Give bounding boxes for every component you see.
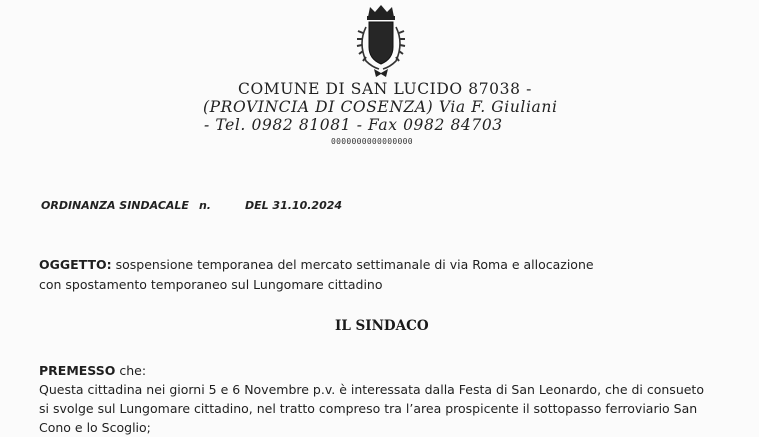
premesso-paragraph [39,361,739,437]
oggetto-paragraph [39,255,689,295]
premesso-label: PREMESSO [39,363,116,378]
header-municipality: COMUNE DI SAN LUCIDO 87038 - [238,80,532,98]
header-province-address: (PROVINCIA DI COSENZA) Via F. Giuliani [203,98,558,116]
ordinanza-number-label: n. [198,199,211,212]
coat-of-arms-icon [352,3,410,79]
premesso-line1: Questa cittadina nei giorni 5 e 6 Novembre p.v. è interessata dalla Festa di San Leonardo, che di consueto [39,382,704,397]
premesso-line2: si svolge sul Lungomare cittadino, nel tratto compreso tra l’area prospicente il sottopasso ferroviario San [39,401,698,416]
header-phone-fax: - Tel. 0982 81081 - Fax 0982 84703 [204,116,503,134]
ordinanza-date: DEL 31.10.2024 [244,199,343,212]
ordinanza-label: ORDINANZA SINDACALE [41,199,189,212]
ordinanza-line [41,199,342,212]
premesso-suffix: che: [115,363,147,378]
oggetto-label: OGGETTO: [39,257,112,272]
premesso-line3: Cono e lo Scoglio; [39,420,151,435]
header-code: 0000000000000000 [331,137,413,146]
section-heading: IL SINDACO [335,318,429,334]
oggetto-text-line1: sospensione temporanea del mercato settimanale di via Roma e allocazione [111,257,594,272]
oggetto-text-line2: con spostamento temporaneo sul Lungomare cittadino [39,277,383,292]
